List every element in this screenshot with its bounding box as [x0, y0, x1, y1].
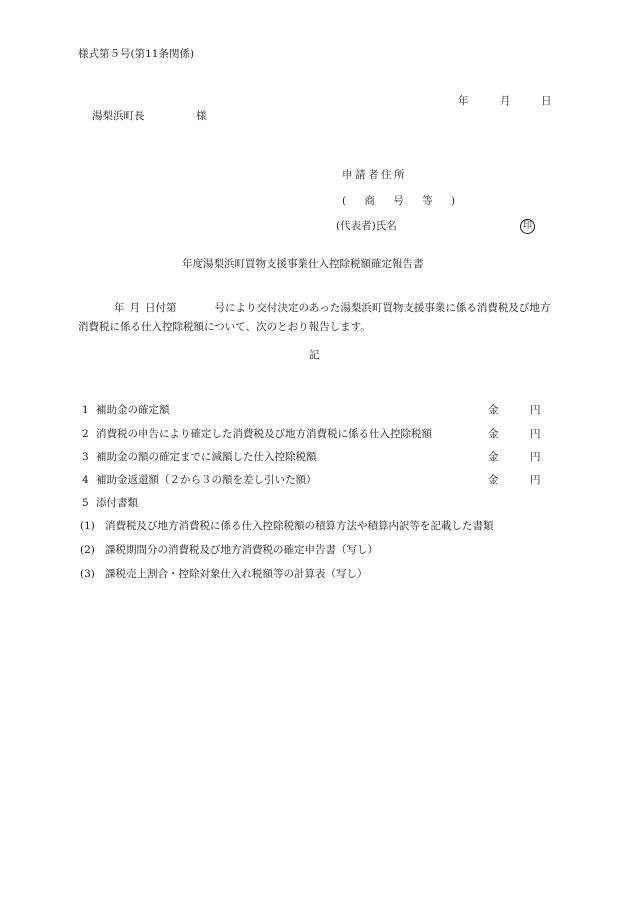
item-number: 1	[82, 404, 89, 416]
document-title: 年度湯梨浜町買物支援事業仕入控除税額確定報告書	[182, 258, 424, 270]
item-kin: 金	[488, 451, 499, 463]
form-number: 様式第５号(第11条関係)	[78, 48, 195, 60]
item-kin: 金	[488, 404, 499, 416]
addressee-honorific: 様	[196, 110, 207, 122]
applicant-name-label: (代表者)氏名	[336, 220, 397, 232]
date-month: 月	[500, 95, 511, 107]
body-month: 月	[129, 302, 140, 314]
seal-mark: 印	[520, 219, 535, 234]
attachment-item	[80, 569, 368, 580]
item-number: 4	[82, 474, 89, 486]
body-day-ref: 日付第	[145, 302, 177, 314]
item-label: 消費税の申告により確定した消費税及び地方消費税に係る仕入控除税額	[96, 428, 432, 440]
date-year: 年	[458, 95, 469, 107]
applicant-address-label: 申請者住所	[342, 169, 407, 181]
attachment-number: (2)	[80, 544, 95, 556]
list-item	[82, 475, 317, 486]
attachment-label: 課税売上割合・控除対象仕入れ税額等の計算表（写し）	[105, 568, 368, 580]
item-label: 補助金返還額（２から３の額を差し引いた額）	[96, 474, 317, 486]
ki-heading: 記	[309, 349, 320, 361]
item-kin: 金	[488, 474, 499, 486]
item-number: 3	[82, 451, 89, 463]
attachment-item	[80, 521, 494, 532]
item-yen: 円	[530, 474, 541, 486]
item-yen: 円	[530, 404, 541, 416]
attachment-label: 課税期間分の消費税及び地方消費税の確定申告書（写し）	[105, 544, 378, 556]
body-year: 年	[114, 302, 125, 314]
body-paragraph	[78, 299, 558, 337]
list-item	[82, 498, 138, 509]
item-number: 5	[82, 497, 89, 509]
attachment-item	[80, 545, 378, 556]
item-yen: 円	[530, 428, 541, 440]
attachment-number: (3)	[80, 568, 95, 580]
applicant-trade-name-label: ( 商 号 等 )	[342, 195, 463, 207]
item-label: 補助金の額の確定までに減額した仕入控除税額	[96, 451, 317, 463]
list-item	[82, 405, 170, 416]
item-label: 補助金の確定額	[96, 404, 170, 416]
body-text: 号により交付決定のあった湯梨浜町買物支援事業に係る消費税及び地方消費税に係る仕入控除税額について、次のとおり報告します。	[78, 302, 551, 333]
item-label: 添付書類	[96, 497, 138, 509]
item-yen: 円	[530, 451, 541, 463]
attachment-number: (1)	[80, 520, 95, 532]
item-number: 2	[82, 428, 89, 440]
item-kin: 金	[488, 428, 499, 440]
list-item	[82, 452, 317, 463]
attachment-label: 消費税及び地方消費税に係る仕入控除税額の積算方法や積算内訳等を記載した書類	[105, 520, 494, 532]
list-item	[82, 429, 432, 440]
addressee-name: 湯梨浜町長	[92, 110, 145, 122]
date-day: 日	[541, 95, 552, 107]
